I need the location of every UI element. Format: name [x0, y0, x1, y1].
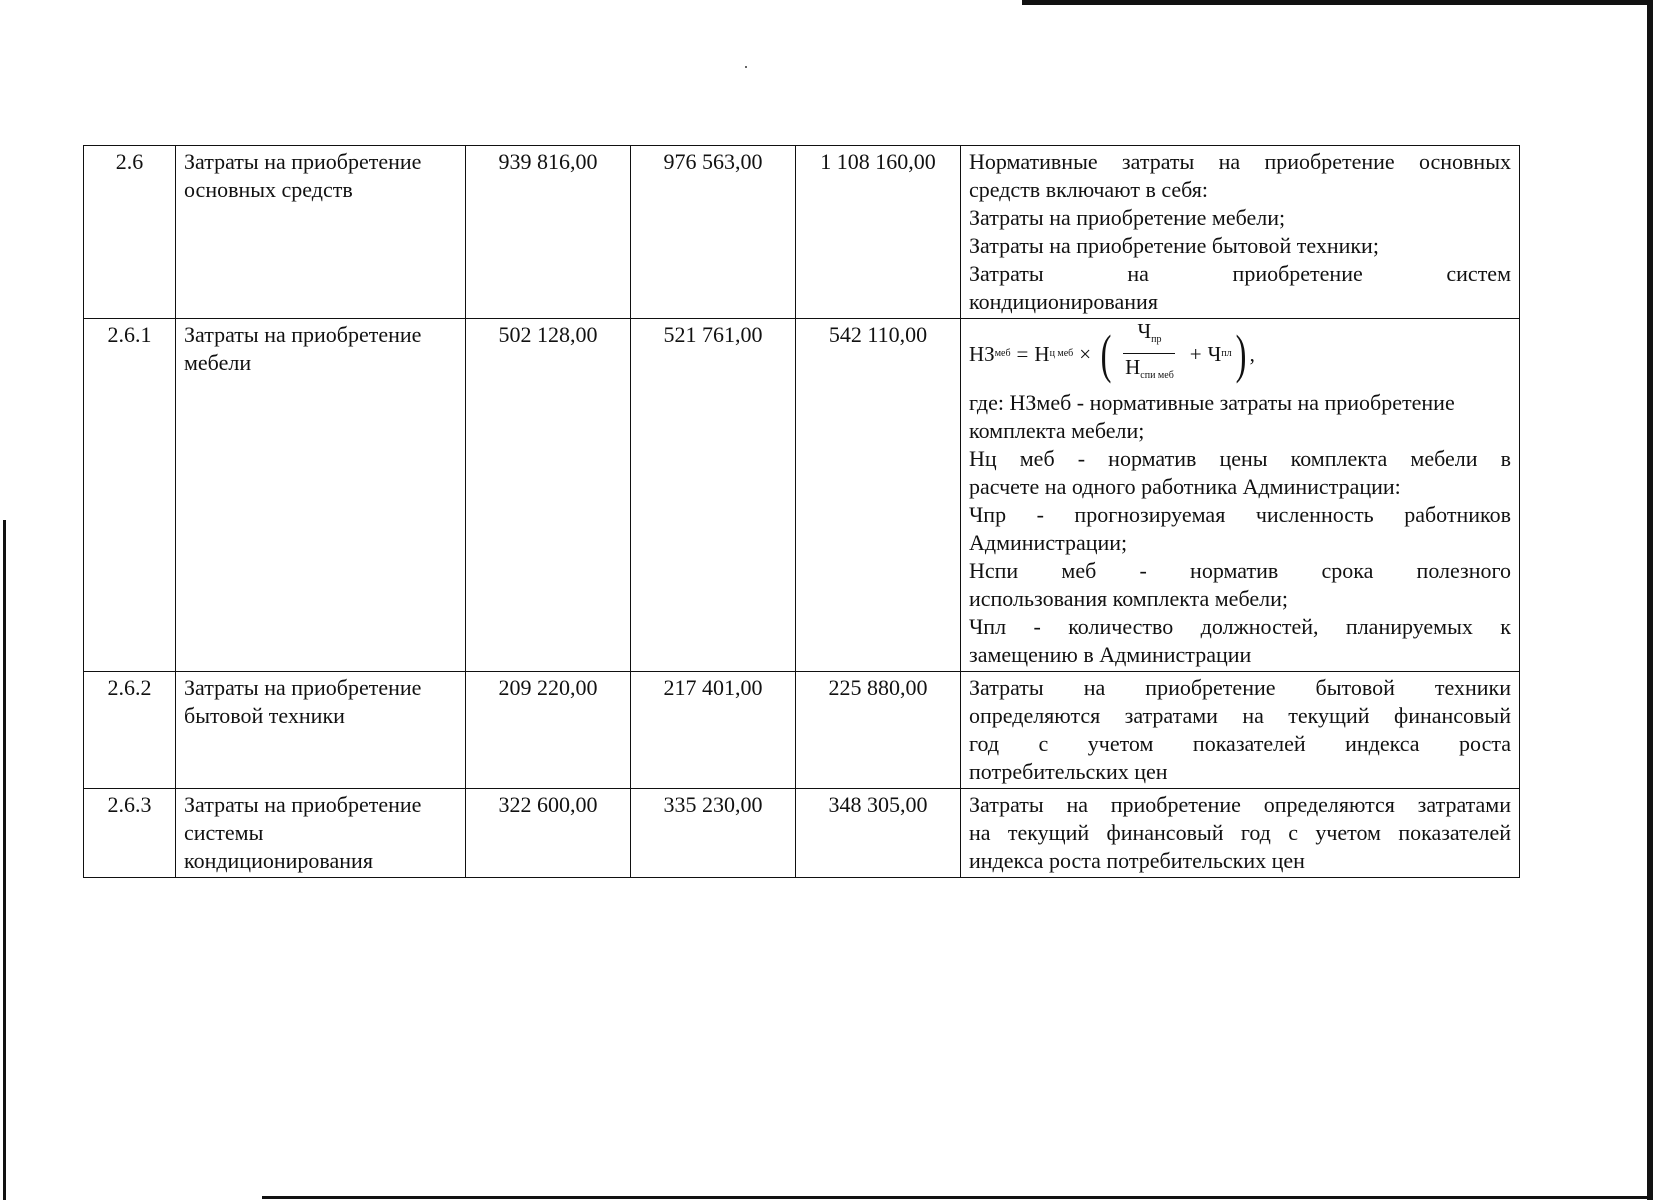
- row-description: [961, 146, 1520, 319]
- formula-close-paren: ): [1235, 324, 1247, 384]
- value-year-1: 209 220,00: [466, 672, 631, 789]
- scan-speck: [745, 66, 747, 68]
- row-description: [961, 319, 1520, 672]
- row-name: Затраты на приобретение системы кондиционирования: [176, 789, 466, 878]
- formula-fraction: [1119, 319, 1180, 389]
- value-year-3: 348 305,00: [796, 789, 961, 878]
- formula-times: ×: [1079, 342, 1092, 366]
- row-number: 2.6.1: [84, 319, 176, 672]
- description-line: Чпл - количество должностей, планируемых к: [969, 614, 1511, 639]
- description-line: Затраты на приобретение бытовой техники;: [969, 233, 1379, 258]
- formula-numerator: [1123, 319, 1175, 354]
- cost-table: [83, 145, 1520, 878]
- formula-num-symbol: Ч: [1137, 319, 1152, 343]
- value-year-1: 322 600,00: [466, 789, 631, 878]
- value-year-1: 939 816,00: [466, 146, 631, 319]
- formula-open-paren: (: [1100, 324, 1112, 384]
- formula-price: Н: [1034, 342, 1050, 366]
- formula-addend: Ч: [1207, 342, 1222, 366]
- table-row: [84, 319, 1520, 672]
- row-name: Затраты на приобретение основных средств: [176, 146, 466, 319]
- description-line: Чпр - прогнозируемая численность работников: [969, 502, 1511, 527]
- row-name: Затраты на приобретение мебели: [176, 319, 466, 672]
- description-line: кондиционирования: [969, 289, 1158, 314]
- formula-den-sub: спи меб: [1140, 370, 1174, 381]
- row-name: Затраты на приобретение бытовой техники: [176, 672, 466, 789]
- description-line: год с учетом показателей индекса роста: [969, 731, 1511, 756]
- value-year-3: 1 108 160,00: [796, 146, 961, 319]
- value-year-1: 502 128,00: [466, 319, 631, 672]
- row-number: 2.6.3: [84, 789, 176, 878]
- description-line: Нц меб - норматив цены комплекта мебели в: [969, 446, 1511, 471]
- value-year-2: 217 401,00: [631, 672, 796, 789]
- formula-price-sub: ц меб: [1049, 348, 1074, 359]
- description-line: потребительских цен: [969, 759, 1168, 784]
- formula-denominator: [1119, 354, 1180, 389]
- description-line: расчете на одного работника Администрации:: [969, 474, 1401, 499]
- description-line: Затраты на приобретение бытовой техники: [969, 675, 1511, 700]
- value-year-3: 225 880,00: [796, 672, 961, 789]
- description-line: использования комплекта мебели;: [969, 586, 1288, 611]
- description-line: на текущий финансовый год с учетом показателей: [969, 820, 1511, 845]
- description-line: замещению в Администрации: [969, 642, 1252, 667]
- value-year-2: 521 761,00: [631, 319, 796, 672]
- description-line: средств включают в себя:: [969, 177, 1209, 202]
- scan-border-bottom: [262, 1196, 1653, 1199]
- description-line: комплекта мебели;: [969, 418, 1145, 443]
- formula-lhs-sub: меб: [994, 348, 1011, 359]
- formula-lhs: НЗ: [969, 342, 995, 366]
- scan-border-top: [1022, 0, 1653, 5]
- row-description: [961, 789, 1520, 878]
- row-number: 2.6.2: [84, 672, 176, 789]
- formula-num-sub: пр: [1151, 334, 1162, 345]
- table-row: [84, 789, 1520, 878]
- value-year-3: 542 110,00: [796, 319, 961, 672]
- description-line: Затраты на приобретение мебели;: [969, 205, 1286, 230]
- row-number: 2.6: [84, 146, 176, 319]
- description-line: Затраты на приобретение систем: [969, 261, 1511, 286]
- description-line: определяются затратами на текущий финансовый: [969, 703, 1511, 728]
- scan-border-left: [3, 520, 6, 1200]
- table-row: [84, 672, 1520, 789]
- value-year-2: 976 563,00: [631, 146, 796, 319]
- table-row: [84, 146, 1520, 319]
- formula-addend-sub: пл: [1221, 348, 1232, 359]
- formula-equals: =: [1016, 342, 1029, 366]
- furniture-cost-formula: [969, 321, 1511, 387]
- description-line: Нспи меб - норматив срока полезного: [969, 558, 1511, 583]
- description-line: Администрации;: [969, 530, 1128, 555]
- row-description: [961, 672, 1520, 789]
- value-year-2: 335 230,00: [631, 789, 796, 878]
- scan-border-right: [1647, 0, 1653, 1200]
- description-line: где: НЗмеб - нормативные затраты на приобретение: [969, 390, 1455, 415]
- formula-tail: ,: [1249, 342, 1255, 366]
- description-line: Затраты на приобретение определяются затратами: [969, 792, 1511, 817]
- formula-den-symbol: Н: [1125, 355, 1141, 379]
- formula-plus: +: [1189, 342, 1202, 366]
- description-line: индекса роста потребительских цен: [969, 848, 1305, 873]
- description-line: Нормативные затраты на приобретение основных: [969, 149, 1511, 174]
